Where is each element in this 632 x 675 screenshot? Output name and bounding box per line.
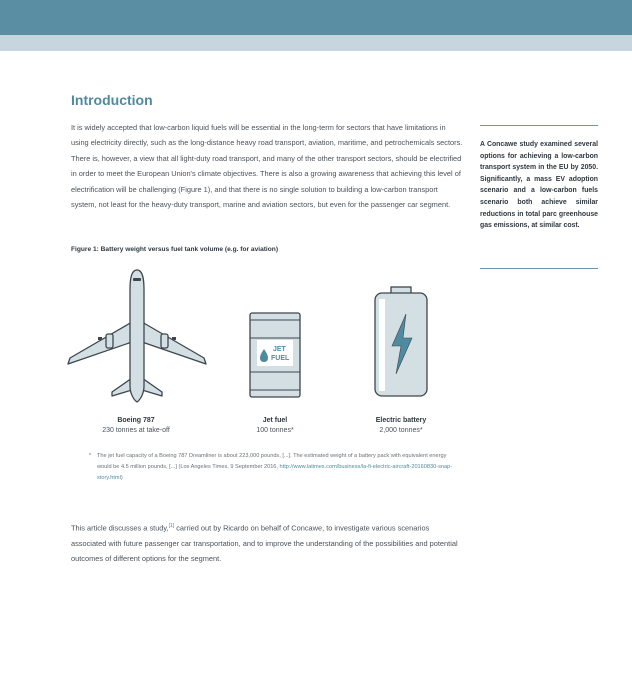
footnote-text: The jet fuel capacity of a Boeing 787 Dreamliner is about 223,000 pounds, [...]. The estimated weight of a battery pack with equivalent energy would be 4.5 million pounds, [...] (Los Angeles Times, 9 September 2016, [97,453,447,470]
study-text-after: carried out by Ricardo on behalf of Concawe, to investigate various scenarios associated with future passenger car transportation, and to improve the understanding of the possibilities and potential outcomes of different options for the segment. [71,523,458,564]
figure-item-name: Electric battery [375,417,427,424]
intro-paragraph: It is widely accepted that low-carbon liquid fuels will be essential in the long-term for sectors that have limitations in using electricity directly, such as the long-distance heavy road transport, aviation, maritime, and petrochemicals sectors. There is, however, a view that all light-duty road transport, and many of the other transport sectors, should be electrified in order to meet the European Union's climate objectives. There is also a growing awareness that achieving this level of electrification will be challenging (Figure 1), and that there is no single solution to building a low-carbon transport system, not least for the heavy-duty transport, marine and aviation sectors, but even for the passenger car segment. [71,123,463,210]
sidebar-text: A Concawe study examined several options for achieving a low-carbon transport system in the EU by 2050. Significantly, a mass EV adoption scenario and a low-carbon fuels scenario both achieve similar reductions in total parc greenhouse gas emissions, at similar cost. [480,141,598,230]
figure-item-boeing [76,416,196,436]
figure-footnote [89,451,457,484]
barrel-label-fuel: FUEL [271,355,290,362]
figure-item-name: Jet fuel [262,417,288,424]
battery-icon [374,286,428,397]
footnote-link[interactable]: http://www.latimes.com/business/la-fi-electric-aircraft-20160830-snap-story.html [97,464,453,481]
barrel-label-jet: JET [273,346,286,353]
figure-item-value: 100 tonnes* [256,427,294,434]
study-paragraph [71,519,466,567]
study-text-before: This article discusses a study, [71,523,169,533]
figure-item-value: 230 tonnes at take-off [102,427,170,434]
figure-item-name: Boeing 787 [117,417,155,424]
fuel-barrel-icon [249,312,301,398]
header-sub-band [0,35,632,51]
figure-caption: Figure 1: Battery weight versus fuel tank volume (e.g. for aviation) [71,246,279,253]
footnote-star: * [89,453,92,459]
figure-item-battery [351,416,451,436]
sidebar-callout [480,125,598,269]
footnote-close: ) [120,475,123,481]
figure-item-value: 2,000 tonnes* [379,427,423,434]
airplane-icon [66,268,208,402]
figure-item-jet-fuel [225,416,325,436]
reference-link[interactable]: [1] [168,523,175,529]
page-title: Introduction [71,92,153,108]
header-band [0,0,632,35]
